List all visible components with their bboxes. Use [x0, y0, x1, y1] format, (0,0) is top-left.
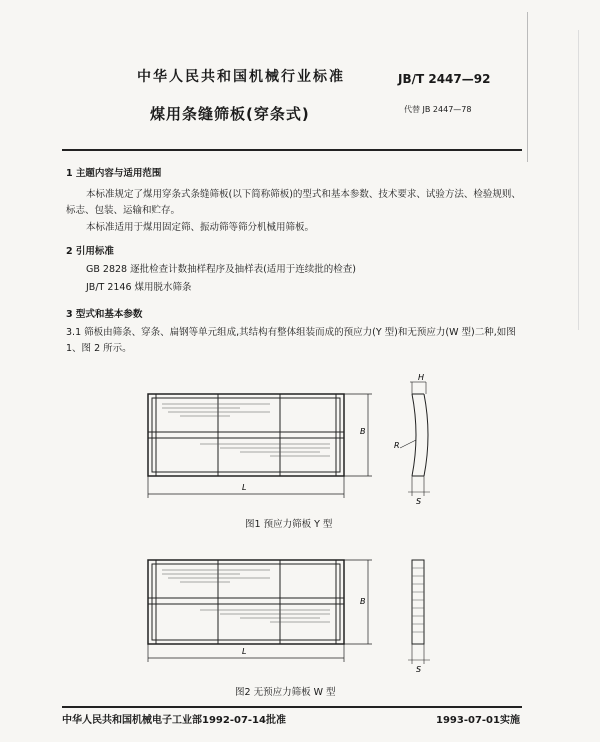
figure-2-thickness-label: S	[416, 665, 422, 674]
section-2-heading: 2 引用标准	[66, 246, 114, 257]
scan-margin-line	[527, 12, 528, 162]
figure-1-radius-label: R	[394, 441, 400, 450]
scan-edge-line	[578, 30, 579, 330]
figure-1-caption: 图1 预应力筛板 Y 型	[245, 519, 333, 530]
reference-jbt2146: JB/T 2146 煤用脱水筛条	[86, 282, 192, 293]
header-divider	[62, 149, 522, 151]
implementation-date: 1993-07-01实施	[436, 715, 520, 726]
figure-1-drawing	[120, 372, 450, 512]
reference-gb2828: GB 2828 逐批检查计数抽样程序及抽样表(适用于连续批的检查)	[86, 264, 357, 275]
figure-1-thickness-label: S	[416, 497, 422, 506]
standard-code: JB/T 2447—92	[398, 72, 491, 86]
figure-1-height-label: H	[418, 373, 425, 382]
document-title: 煤用条缝筛板(穿条式)	[150, 105, 310, 123]
figure-2-caption: 图2 无预应力筛板 W 型	[235, 687, 336, 698]
replaces-standard: 代替 JB 2447—78	[404, 105, 472, 114]
footer-divider	[62, 706, 522, 708]
section-1-paragraph-1: 本标准规定了煤用穿条式条缝筛板(以下简称筛板)的型式和基本参数、技术要求、试验方法、检验规则、标志、包装、运输和贮存。	[66, 189, 521, 216]
section-1-paragraph-2: 本标准适用于煤用固定筛、振动筛等筛分机械用筛板。	[86, 222, 315, 233]
section-1-heading: 1 主题内容与适用范围	[66, 168, 162, 179]
section-3-paragraph: 3.1 筛板由筛条、穿条、扁钢等单元组成,其结构有整体组装而成的预应力(Y 型)和无预应力(W 型)二种,如图 1、图 2 所示。	[66, 327, 516, 354]
approval-date: 中华人民共和国机械电子工业部1992-07-14批准	[62, 715, 286, 726]
figure-1-width-label: B	[360, 427, 366, 436]
section-3-heading: 3 型式和基本参数	[66, 309, 143, 320]
issuing-organization: 中华人民共和国机械行业标准	[137, 69, 345, 85]
figure-2-width-label: B	[360, 597, 366, 606]
figure-2-length-label: L	[242, 647, 247, 656]
figure-1-length-label: L	[242, 483, 247, 492]
figure-2-drawing	[120, 548, 450, 678]
